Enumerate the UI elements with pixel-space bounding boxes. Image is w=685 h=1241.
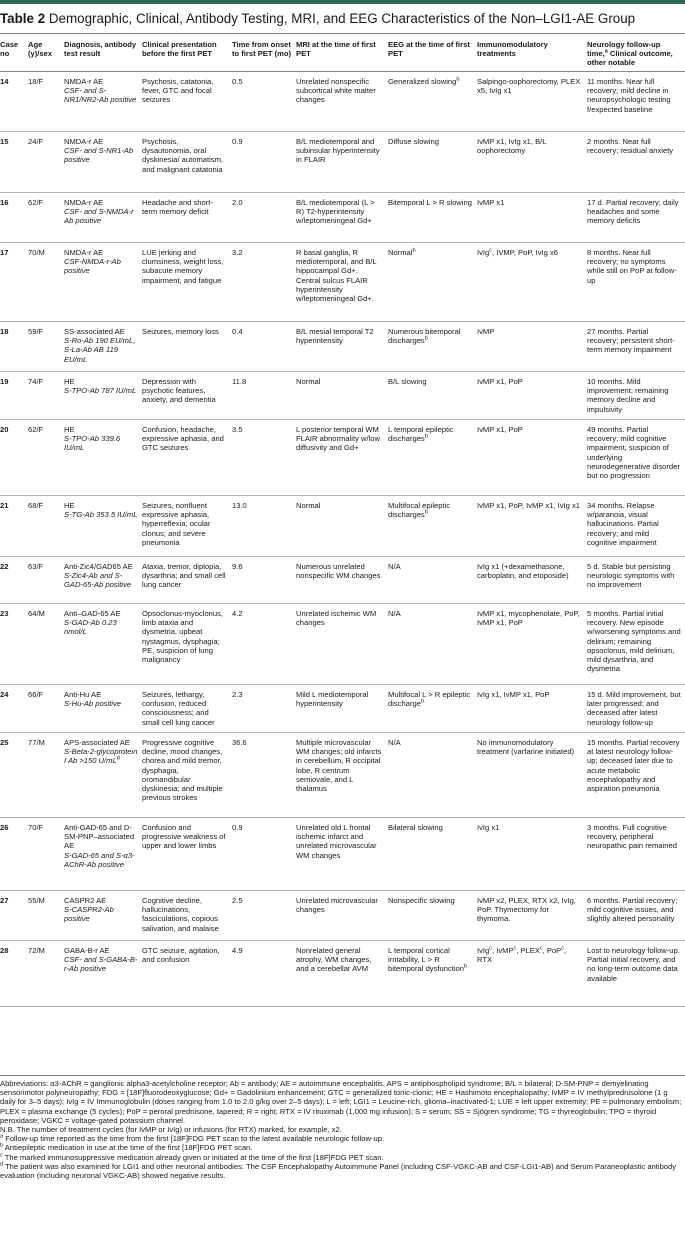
- diagnosis-cell: [64, 557, 142, 604]
- age-sex: 62/F: [28, 420, 64, 496]
- age-sex: 70/M: [28, 243, 64, 322]
- antibody-result: S-CASPR2-Ab positive: [64, 905, 114, 924]
- footnote-d: [0, 1162, 685, 1180]
- immuno-treatment: Salpingo-oophorectomy, PLEX x5, IvIg x1: [477, 77, 581, 96]
- mri-finding: Normal: [296, 372, 388, 420]
- header-case: Case no: [0, 35, 28, 72]
- age-sex: 70/F: [28, 818, 64, 891]
- followup-outcome: 17 d. Partial recovery; daily headaches and some memory deficits: [587, 193, 685, 243]
- data-table: [0, 35, 685, 1007]
- eeg-finding: Numerous bitemporal discharges: [388, 327, 461, 346]
- header-followup-rest: Clinical outcome, other notable: [587, 49, 673, 68]
- antibody-result: S-TPO-Ab 339.6 IU/mL: [64, 434, 121, 453]
- age-sex: 64/M: [28, 604, 64, 685]
- footnote-mark: b: [424, 335, 428, 342]
- diagnosis-cell: [64, 322, 142, 372]
- clinical-presentation: Opsoclonus-myoclonus, limb ataxia and dysmetria, upbeat nystagmus, dysphagia; PE, suspicion of lung malignancy: [142, 604, 232, 685]
- mri-finding: Unrelated old L frontal ischemic infarct and unrelated microvascular WM changes: [296, 818, 388, 891]
- followup-outcome: 11 months. Near full recovery; mild decline in neuropsychologic testing f/expected baseline: [587, 72, 685, 132]
- footnote-mark: b: [412, 247, 416, 254]
- eeg-cell: [388, 193, 477, 243]
- eeg-cell: [388, 420, 477, 496]
- eeg-finding: Bilateral slowing: [388, 823, 443, 833]
- footnote-mark: b: [456, 76, 460, 83]
- immuno-treatment-rest: , RTX: [477, 946, 567, 965]
- immuno-cell: [477, 132, 587, 193]
- eeg-cell: [388, 557, 477, 604]
- accent-bar: [0, 0, 685, 4]
- time-to-pet: 3.2: [232, 243, 296, 322]
- footnote-c-mark: c: [0, 1152, 3, 1159]
- followup-outcome: 2 months. Near full recovery; residual anxiety: [587, 132, 685, 193]
- eeg-cell: [388, 604, 477, 685]
- antibody-result: S-TPO-Ab 787 IU/mL: [64, 386, 137, 396]
- immuno-treatment-rest: , IvMP: [492, 946, 514, 956]
- eeg-cell: [388, 891, 477, 941]
- diagnosis-cell: [64, 891, 142, 941]
- clinical-presentation: Psychosis, catatonia, fever, GTC and focal seizures: [142, 72, 232, 132]
- mri-finding: B/L mesial temporal T2 hyperintensity: [296, 322, 388, 372]
- mri-finding: Nonrelated general atrophy, WM changes, and a cerebellar AVM: [296, 941, 388, 1007]
- immuno-treatment: IvMP x1, mycophenolate, PoP, IvMP x1, PoP: [477, 609, 580, 628]
- diagnosis: SS-associated AE: [64, 327, 125, 337]
- immuno-treatment: IvMP x1, PoP, IvMP x1, IvIg x1: [477, 501, 580, 511]
- mri-finding: Multiple microvascular WM changes; old infarcts in cerebellum, R occipital lobe, R centrum semiovale, and L thalamus: [296, 733, 388, 818]
- diagnosis: Anti-GAD-65 and D-SM-PNP–associated AE: [64, 823, 135, 851]
- eeg-finding: Nonspecific slowing: [388, 896, 455, 906]
- eeg-finding: N/A: [388, 562, 401, 572]
- eeg-cell: [388, 733, 477, 818]
- diagnosis-cell: [64, 420, 142, 496]
- diagnosis: Anti–GAD-65 AE: [64, 609, 121, 619]
- mri-finding: Mild L mediotemporal hyperintensity: [296, 685, 388, 733]
- followup-outcome: 15 d. Mild improvement, but later progressed; and deceased after latest neurology follow-up: [587, 685, 685, 733]
- eeg-cell: [388, 322, 477, 372]
- immuno-cell: [477, 322, 587, 372]
- immuno-treatment: IvIg x1 (+dexamethasone, carboplatin, and etoposide): [477, 562, 569, 581]
- footnote-a-mark: a: [0, 1133, 4, 1140]
- diagnosis: Anti-Zic4/GAD65 AE: [64, 562, 133, 572]
- clinical-presentation: Confusion, headache, expressive aphasia, and GTC seizures: [142, 420, 232, 496]
- title-rule: [0, 33, 685, 34]
- immuno-treatment-rest: , PLEX: [516, 946, 540, 956]
- table-row: [0, 322, 685, 372]
- diagnosis: NMDA-r AE: [64, 77, 104, 87]
- immuno-cell: [477, 243, 587, 322]
- time-to-pet: 4.2: [232, 604, 296, 685]
- eeg-finding: L temporal epileptic discharges: [388, 425, 454, 444]
- diagnosis-cell: [64, 193, 142, 243]
- diagnosis: Anti-Hu AE: [64, 690, 102, 700]
- mri-finding: Unrelated ischemic WM changes: [296, 604, 388, 685]
- footnote-d-mark: d: [0, 1161, 4, 1168]
- footer-rule: [0, 1075, 685, 1076]
- header-clinical: Clinical presentation before the first PET: [142, 35, 232, 72]
- mri-finding: B/L mediotemporal (L > R) T2-hyperintensity w/leptomeningeal Gd+: [296, 193, 388, 243]
- time-to-pet: 4.9: [232, 941, 296, 1007]
- immuno-treatment: IvMP x1, IvIg x1, B/L oophorectomy: [477, 137, 547, 156]
- eeg-finding: Generalized slowing: [388, 77, 457, 87]
- immuno-cell: [477, 604, 587, 685]
- diagnosis: GABA-B-r AE: [64, 946, 110, 956]
- case-number: 20: [0, 420, 28, 496]
- table-row: [0, 243, 685, 322]
- diagnosis: HE: [64, 501, 75, 511]
- mri-finding: Unrelated nonspecific subcortical white matter changes: [296, 72, 388, 132]
- case-number: 21: [0, 496, 28, 557]
- antibody-result: CSF-NMDA-r-Ab positive: [64, 257, 121, 276]
- time-to-pet: 2.5: [232, 891, 296, 941]
- clinical-presentation: Cognitive decline, hallucinations, fasciculations, copious salivation, and malaise: [142, 891, 232, 941]
- time-to-pet: 0.9: [232, 132, 296, 193]
- case-number: 19: [0, 372, 28, 420]
- eeg-cell: [388, 243, 477, 322]
- table-row: [0, 557, 685, 604]
- footnote-mark: c: [539, 945, 543, 952]
- clinical-presentation: LUE jerking and clumsiness, weight loss, subacute memory impairment, and fatigue: [142, 243, 232, 322]
- table-title: [0, 10, 685, 28]
- eeg-finding: Normal: [388, 248, 413, 258]
- age-sex: 62/F: [28, 193, 64, 243]
- antibody-result: CSF- and S-GABA-B-r-Ab positive: [64, 955, 138, 974]
- diagnosis: CASPR2 AE: [64, 896, 107, 906]
- antibody-result: CSF- and S-NMDA-r Ab positive: [64, 207, 134, 226]
- table-label: Table 2: [0, 11, 46, 26]
- immuno-cell: [477, 193, 587, 243]
- header-mri: MRI at the time of first PET: [296, 35, 388, 72]
- eeg-finding: Bitemporal L > R slowing: [388, 198, 472, 208]
- case-number: 16: [0, 193, 28, 243]
- table-row: [0, 891, 685, 941]
- eeg-finding: Diffuse slowing: [388, 137, 439, 147]
- immuno-cell: [477, 496, 587, 557]
- diagnosis: NMDA-r AE: [64, 198, 104, 208]
- immuno-treatment: IvIg x1: [477, 823, 500, 833]
- table-row: [0, 132, 685, 193]
- table-row: [0, 818, 685, 891]
- table-row: [0, 372, 685, 420]
- antibody-result: S-GAD-Ab 0.23 nmol/L: [64, 618, 117, 637]
- followup-outcome: 6 months. Partial recovery; mild cognitive issues, and slightly altered personality: [587, 891, 685, 941]
- footnote-mark: b: [424, 433, 428, 440]
- eeg-finding: B/L slowing: [388, 377, 427, 387]
- age-sex: 59/F: [28, 322, 64, 372]
- immuno-treatment: IvIg x1, IvMP x1, PoP: [477, 690, 550, 700]
- immuno-cell: [477, 891, 587, 941]
- mri-finding: B/L mediotemporal and subinsular hyperintensity in FLAIR: [296, 132, 388, 193]
- case-number: 15: [0, 132, 28, 193]
- header-immuno: Immunomodulatory treatments: [477, 35, 587, 72]
- age-sex: 68/F: [28, 496, 64, 557]
- table-row: [0, 685, 685, 733]
- clinical-presentation: Depression with psychotic features, anxiety, and dementia: [142, 372, 232, 420]
- mri-finding: Numerous unrelated nonspecific WM changes: [296, 557, 388, 604]
- diagnosis-cell: [64, 733, 142, 818]
- clinical-presentation: Ataxia, tremor, diplopia, dysarthria; and small cell lung cancer: [142, 557, 232, 604]
- antibody-result: S-Zic4-Ab and S-GAD-65-Ab positive: [64, 571, 132, 590]
- diagnosis: NMDA-r AE: [64, 137, 104, 147]
- immuno-cell: [477, 372, 587, 420]
- immuno-treatment: IvMP x1, PoP: [477, 425, 523, 435]
- followup-outcome: 34 months. Relapse w/paranoia, visual hallucinations. Partial recovery; and mild cognitive impairment: [587, 496, 685, 557]
- antibody-result: S-TG-Ab 353.5 IU/mL: [64, 510, 138, 520]
- header-time: Time from onset to first PET (mo): [232, 35, 296, 72]
- age-sex: 74/F: [28, 372, 64, 420]
- case-number: 22: [0, 557, 28, 604]
- time-to-pet: 0.4: [232, 322, 296, 372]
- footnotes: [0, 1079, 685, 1180]
- eeg-cell: [388, 818, 477, 891]
- eeg-finding: N/A: [388, 738, 401, 748]
- diagnosis-cell: [64, 685, 142, 733]
- immuno-cell: [477, 557, 587, 604]
- footnote-b: [0, 1143, 685, 1152]
- followup-outcome: 10 months. Mild improvement; remaining memory decline and impulsivity: [587, 372, 685, 420]
- case-number: 23: [0, 604, 28, 685]
- mri-finding: R basal ganglia, R mediotemporal, and B/L hippocampal Gd+. Central sulcus FLAIR hyperintensity w/leptomeningeal Gd+.: [296, 243, 388, 322]
- diagnosis-cell: [64, 372, 142, 420]
- eeg-cell: [388, 372, 477, 420]
- header-followup-text: Neurology follow-up time,: [587, 40, 661, 59]
- immuno-cell: [477, 72, 587, 132]
- immuno-cell: [477, 420, 587, 496]
- abbreviations-note: Abbreviations: α3-AChR = ganglionic alpha3-acetylcholine receptor; Ab = antibody; AE = autoimmune encephalitis, APS = antiphospholipid syndrome; B/L = bilateral; D-SM-PNP = demyelinating sensorimotor polyneuropathy; FDG = [18F]fluorodeoxyglucose; Gd+ = Gadolinium enhancement; GTC = generalized tonic-clonic; HE = Hashimoto encephalopathy; IvMP = IV methylprednisolone (1 g daily for 3–5 days); IvIg = IV Immunoglobulin (doses ranging from 1.0 to 2.0 g/kg over 2–5 days); L = left; LGI1 = Leucine-rich, glioma–inactivated-1; LUE = left upper extremity; PE = pulmonary embolism; PLEX = plasma exchange (5 cycles); PoP = peroral prednisone, tapered; R = right; RTX = IV rituximab (1,000 mg infusion); S = serum; SS = Sjögren syndrome; TG = thyreoglobulin; TPO = thyroid peroxidase; VGKC = voltage-gated potassium channel.: [0, 1079, 682, 1125]
- time-to-pet: 9.6: [232, 557, 296, 604]
- diagnosis-cell: [64, 132, 142, 193]
- header-age: Age (y)/sex: [28, 35, 64, 72]
- clinical-presentation: GTC seizure, agitation, and confusion: [142, 941, 232, 1007]
- time-to-pet: 2.3: [232, 685, 296, 733]
- case-number: 24: [0, 685, 28, 733]
- age-sex: 24/F: [28, 132, 64, 193]
- followup-outcome: 15 months. Partial recovery at latest neurology follow-up; deceased later due to acute metabolic encephalopathy and aspiration pneumonia: [587, 733, 685, 818]
- clinical-presentation: Seizures, lethargy, confusion, reduced consciousness; and small cell lung cancer: [142, 685, 232, 733]
- footnote-mark: c: [489, 945, 492, 952]
- age-sex: 55/M: [28, 891, 64, 941]
- antibody-result: CSF- and S-NR1/NR2-Ab positive: [64, 86, 137, 105]
- mri-finding: L posterior temporal WM FLAIR abnormality w/low diffusivity and Gd+: [296, 420, 388, 496]
- footnote-mark: c: [561, 945, 564, 952]
- table-row: [0, 72, 685, 132]
- case-number: 17: [0, 243, 28, 322]
- header-diagnosis: Diagnosis, antibody test result: [64, 35, 142, 72]
- nb-note: N.B. The number of treatment cycles (for IvMP or IvIg) or infusions (for RTX) marked, for example, x2.: [0, 1125, 342, 1135]
- case-number: 26: [0, 818, 28, 891]
- clinical-presentation: Seizures, nonfluent expressive aphasia, hyperreflexia, ocular clonus; and severe pneumonia: [142, 496, 232, 557]
- diagnosis: NMDA-r AE: [64, 248, 104, 258]
- immuno-treatment-rest: , IVMP, PoP, IvIg x6: [492, 248, 558, 258]
- case-number: 14: [0, 72, 28, 132]
- antibody-result: CSF- and S-NR1-Ab positive: [64, 146, 134, 165]
- immuno-treatment: IvIg: [477, 248, 490, 258]
- diagnosis: HE: [64, 377, 75, 387]
- clinical-presentation: Confusion and progressive weakness of upper and lower limbs: [142, 818, 232, 891]
- eeg-cell: [388, 685, 477, 733]
- time-to-pet: 13.0: [232, 496, 296, 557]
- immuno-treatment: IvMP x1: [477, 198, 505, 208]
- case-number: 28: [0, 941, 28, 1007]
- header-followup: [587, 35, 685, 72]
- table-body: [0, 72, 685, 1007]
- followup-outcome: 5 months. Partial initial recovery. New episode w/worsening symptoms and delirium; remaining opsoclonus, mild delirium, mild dysarthria, and dysmetria: [587, 604, 685, 685]
- age-sex: 77/M: [28, 733, 64, 818]
- footnote-d-text: The patient was also examined for LGI1 and other neuronal antibodies. The CSF Encephalopathy Autoimmune Panel (including CSF-VGKC-AB and CSF-LGI1-AB) and Serum Paraneoplastic antibody evaluation (including neuronal VGKC-AB) showed negative results.: [0, 1161, 677, 1181]
- antibody-result: S-Beta-2-glycoprotein I Ab >150 U/mL: [64, 747, 138, 766]
- time-to-pet: 2.0: [232, 193, 296, 243]
- time-to-pet: 11.8: [232, 372, 296, 420]
- case-number: 18: [0, 322, 28, 372]
- mri-finding: Normal: [296, 496, 388, 557]
- eeg-finding: Multifocal epileptic discharges: [388, 501, 451, 520]
- footnote-mark: b: [420, 698, 424, 705]
- immuno-treatment: IvIg: [477, 946, 490, 956]
- followup-outcome: 3 months. Full cognitive recovery, peripheral neuropathic pain remained: [587, 818, 685, 891]
- immuno-treatment: IvMP x1, PoP: [477, 377, 523, 387]
- time-to-pet: 0.5: [232, 72, 296, 132]
- eeg-cell: [388, 72, 477, 132]
- time-to-pet: 3.5: [232, 420, 296, 496]
- footnote-mark: b: [463, 963, 468, 970]
- diagnosis: HE: [64, 425, 75, 435]
- footnote-mark: c: [513, 945, 517, 952]
- time-to-pet: 0.9: [232, 818, 296, 891]
- case-number: 25: [0, 733, 28, 818]
- immuno-cell: [477, 818, 587, 891]
- diagnosis-cell: [64, 941, 142, 1007]
- immuno-cell: [477, 685, 587, 733]
- clinical-presentation: Headache and short-term memory deficit: [142, 193, 232, 243]
- footnote-b-mark: b: [0, 1142, 4, 1149]
- footnote-b-text: Antiepileptic medication in use at the time of the first [18F]FDG PET scan.: [4, 1143, 253, 1153]
- footnote-mark: d: [116, 755, 120, 762]
- antibody-result: S-Ro-Ab 190 EU/mL, S-La-Ab AB 119 EU/mL: [64, 336, 136, 364]
- eeg-finding: Multifocal L > R epileptic discharge: [388, 690, 471, 709]
- diagnosis: APS-associated AE: [64, 738, 130, 748]
- table-caption: Demographic, Clinical, Antibody Testing, MRI, and EEG Characteristics of the Non–LGI1-AE Group: [48, 11, 636, 26]
- mri-finding: Unrelated microvascular changes: [296, 891, 388, 941]
- diagnosis-cell: [64, 818, 142, 891]
- clinical-presentation: Psychosis, dysautonomia, oral dyskinesia/ automatism, and malignant catatonia: [142, 132, 232, 193]
- table-row: [0, 733, 685, 818]
- table-row: [0, 193, 685, 243]
- table-row: [0, 496, 685, 557]
- time-to-pet: 36.6: [232, 733, 296, 818]
- age-sex: 63/F: [28, 557, 64, 604]
- footnote-c-text: The marked immunosuppressive medication already given or initiated at the time of the first [18F]FDG PET scan.: [4, 1152, 384, 1162]
- immuno-cell: [477, 941, 587, 1007]
- antibody-result: S-Hu-Ab positive: [64, 699, 121, 709]
- age-sex: 18/F: [28, 72, 64, 132]
- antibody-result: S-GAD-65 and S-α3-AChR-Ab positive: [64, 850, 135, 869]
- eeg-finding: N/A: [388, 609, 401, 619]
- table-row: [0, 420, 685, 496]
- table-row: [0, 941, 685, 1007]
- header-row: [0, 35, 685, 72]
- case-number: 27: [0, 891, 28, 941]
- eeg-cell: [388, 132, 477, 193]
- immuno-cell: [477, 733, 587, 818]
- table-row: [0, 604, 685, 685]
- eeg-cell: [388, 941, 477, 1007]
- diagnosis-cell: [64, 72, 142, 132]
- immuno-treatment-rest: , PoP: [542, 946, 562, 956]
- footnote-c: [0, 1153, 685, 1162]
- eeg-cell: [388, 496, 477, 557]
- immuno-treatment: No immunomodulatory treatment (varfarine initiated): [477, 738, 575, 757]
- followup-outcome: 27 months. Partial recovery; persistent short-term memory impairment: [587, 322, 685, 372]
- followup-outcome: 49 months. Partial recovery; mild cognitive impairment, suspicion of underlying neurodegenerative disorder but no progression: [587, 420, 685, 496]
- followup-outcome: Lost to neurology follow-up. Partial initial recovery, and no long-term outcome data available: [587, 941, 685, 1007]
- immuno-treatment: IvMP x2, PLEX, RTX x2, IvIg, PoP. Thymectomy for thymoma.: [477, 896, 576, 924]
- footnote-mark-a: a: [604, 48, 608, 55]
- immuno-treatment: IvMP: [477, 327, 495, 337]
- followup-outcome: 8 months. Near full recovery; no symptoms while still on PoP at follow-up: [587, 243, 685, 322]
- age-sex: 66/F: [28, 685, 64, 733]
- followup-outcome: 5 d. Stable but persisting neurologic symptoms with no improvement: [587, 557, 685, 604]
- footnote-mark: c: [489, 247, 492, 254]
- age-sex: 72/M: [28, 941, 64, 1007]
- footnote-a-text: Follow-up time reported as the time from the first [18F]FDG PET scan to the latest available neurologic follow-up.: [5, 1134, 385, 1144]
- header-eeg: EEG at the time of first PET: [388, 35, 477, 72]
- eeg-finding: L temporal cortical irritability, L > R bitemporal dysfunction: [388, 946, 464, 974]
- diagnosis-cell: [64, 604, 142, 685]
- footnote-mark: b: [424, 509, 428, 516]
- clinical-presentation: Seizures, memory loss: [142, 322, 232, 372]
- diagnosis-cell: [64, 496, 142, 557]
- clinical-presentation: Progressive cognitive decline, mood changes, chorea and mild tremor, dysphagia, oromandibular dyskinesia; and multiple previous strokes: [142, 733, 232, 818]
- diagnosis-cell: [64, 243, 142, 322]
